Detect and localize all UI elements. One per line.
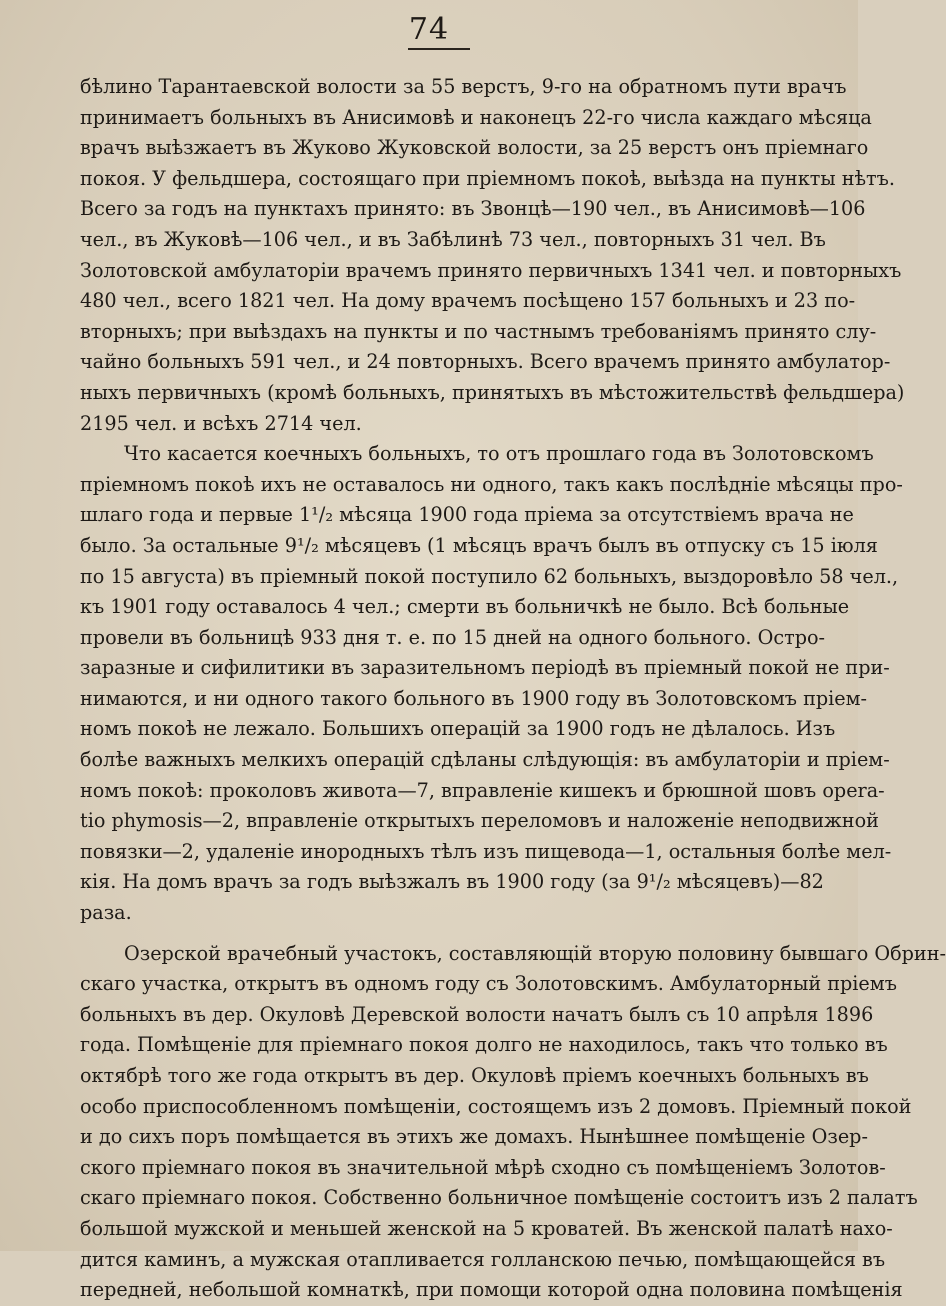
text-line: чайно больныхъ 591 чел., и 24 повторныхъ. Всего врачемъ принято амбулатор-: [80, 350, 891, 374]
text-line: 480 чел., всего 1821 чел. На дому врачемъ посѣщено 157 больныхъ и 23 по-: [80, 289, 856, 313]
text-line: передней, небольшой комнаткѣ, при помощи которой одна половина помѣщенія: [80, 1278, 903, 1302]
paragraph-3: [80, 939, 946, 1306]
paragraph-2: [80, 439, 903, 929]
text-line: кія. На домъ врачъ за годъ выѣзжалъ въ 1900 году (за 9¹/₂ мѣсяцевъ)—82: [80, 870, 824, 894]
body-text: [80, 72, 946, 1306]
text-line: бѣлино Тарантаевской волости за 55 верстъ, 9-го на обратномъ пути врачъ: [80, 75, 847, 98]
text-line: 2195 чел. и всѣхъ 2714 чел.: [80, 411, 362, 435]
text-line: принимаетъ больныхъ въ Анисимовѣ и наконецъ 22-го числа каждаго мѣсяца: [80, 105, 872, 129]
text-line: нимаются, и ни одного такого больного въ 1900 году въ Золотовскомъ пріем-: [80, 686, 868, 710]
text-line: ского пріемнаго покоя въ значительной мѣрѣ сходно съ помѣщеніемъ Золотов-: [80, 1155, 886, 1179]
text-line: чел., въ Жуковѣ—106 чел., и въ Забѣлинѣ 73 чел., повторныхъ 31 чел. Въ: [80, 227, 826, 251]
text-line: ныхъ первичныхъ (кромѣ больныхъ, принятыхъ въ мѣстожительствѣ фельдшера): [80, 380, 905, 404]
text-line: по 15 августа) въ пріемный покой поступило 62 больныхъ, выздоровѣло 58 чел.,: [80, 564, 899, 588]
text-line: къ 1901 году оставалось 4 чел.; смерти въ больничкѣ не было. Всѣ больные: [80, 595, 850, 619]
text-line: Что касается коечныхъ больныхъ, то отъ прошлаго года въ Золотовскомъ: [124, 442, 874, 466]
text-line: врачъ выѣзжаетъ въ Жуково Жуковской волости, за 25 верстъ онъ пріемнаго: [80, 136, 869, 160]
text-line: скаго пріемнаго покоя. Собственно больничное помѣщеніе состоитъ изъ 2 палатъ: [80, 1186, 918, 1210]
text-line: больныхъ въ дер. Окуловѣ Деревской волости начатъ былъ съ 10 апрѣля 1896: [80, 1002, 874, 1026]
text-line: провели въ больницѣ 933 дня т. е. по 15 дней на одного больного. Остро-: [80, 625, 826, 649]
text-line: скаго участка, открытъ въ одномъ году съ Золотовскимъ. Амбулаторный пріемъ: [80, 972, 897, 996]
text-line: заразные и сифилитики въ заразительномъ періодѣ въ пріемный покой не при-: [80, 656, 890, 680]
text-line: дится каминъ, а мужская отапливается голланскою печью, помѣщающейся въ: [80, 1247, 886, 1271]
text-line: номъ покоѣ: проколовъ живота—7, вправленіе кишекъ и брюшной шовъ opera-: [80, 778, 885, 802]
text-line: пріемномъ покоѣ ихъ не оставалось ни одного, такъ какъ послѣдніе мѣсяцы про-: [80, 472, 903, 496]
text-line: покоя. У фельдшера, состоящаго при пріемномъ покоѣ, выѣзда на пункты нѣтъ.: [80, 166, 895, 190]
text-line: было. За остальные 9¹/₂ мѣсяцевъ (1 мѣсяцъ врачъ былъ въ отпуску съ 15 іюля: [80, 533, 878, 557]
text-line: болѣе важныхъ мелкихъ операцій сдѣланы слѣдующія: въ амбулаторіи и пріем-: [80, 748, 890, 772]
text-line: и до сихъ поръ помѣщается въ этихъ же домахъ. Нынѣшнее помѣщеніе Озер-: [80, 1125, 868, 1149]
text-line: шлаго года и первые 1¹/₂ мѣсяца 1900 года пріема за отсутствіемъ врача не: [80, 503, 854, 527]
text-line: года. Помѣщеніе для пріемнаго покоя долго не находилось, такъ что только въ: [80, 1033, 888, 1057]
paragraph-1: [80, 72, 905, 439]
text-line: номъ покоѣ не лежало. Большихъ операцій за 1900 годъ не дѣлалось. Изъ: [80, 717, 836, 741]
page-number: 74: [408, 12, 450, 47]
text-line: раза.: [80, 901, 132, 925]
text-line: особо приспособленномъ помѣщеніи, состоящемъ изъ 2 домовъ. Пріемный покой: [80, 1094, 912, 1118]
text-line: большой мужской и меньшей женской на 5 кроватей. Въ женской палатѣ нахо-: [80, 1216, 893, 1240]
text-line: Золотовской амбулаторіи врачемъ принято первичныхъ 1341 чел. и повторныхъ: [80, 258, 902, 282]
text-line: вторныхъ; при выѣздахъ на пункты и по частнымъ требованіямъ принято слу-: [80, 319, 877, 343]
paragraph-spacer: [80, 929, 810, 939]
page-number-underline: [408, 48, 470, 50]
text-line: Озерской врачебный участокъ, составляющій вторую половину бывшаго Обрин-: [124, 941, 946, 965]
text-line: октябрѣ того же года открытъ въ дер. Окуловѣ пріемъ коечныхъ больныхъ въ: [80, 1064, 869, 1087]
text-line: повязки—2, удаленіе инородныхъ тѣлъ изъ пищевода—1, остальныя болѣе мел-: [80, 839, 892, 863]
text-line: tio phymosis—2, вправленіе открытыхъ переломовъ и наложеніе неподвижной: [80, 809, 879, 833]
text-line: Всего за годъ на пунктахъ принято: въ Звонцѣ—190 чел., въ Анисимовѣ—106: [80, 197, 866, 221]
